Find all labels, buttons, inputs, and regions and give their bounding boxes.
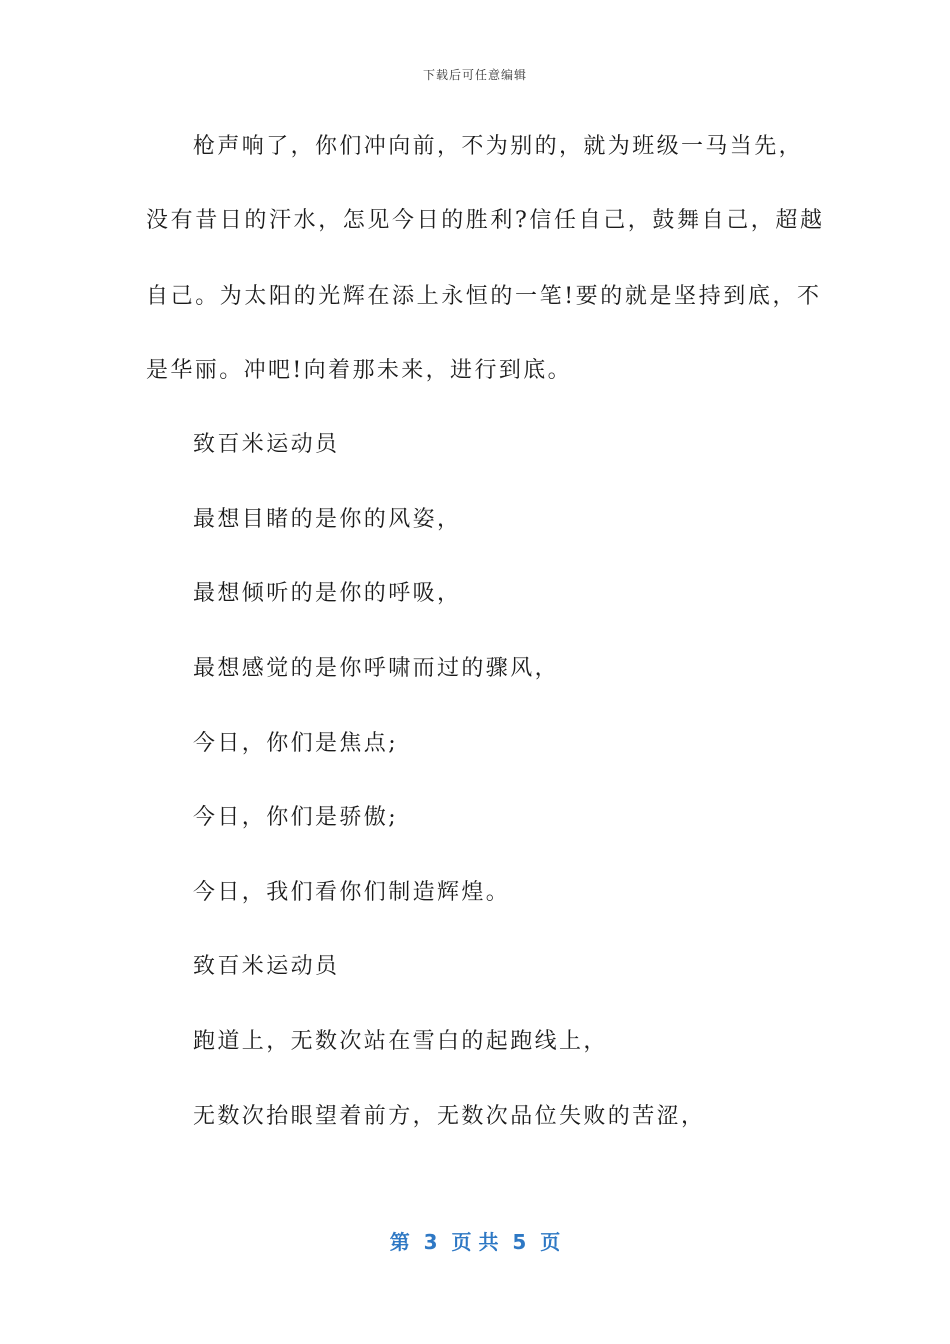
poem-line: 最想目睹的是你的风姿， [193, 507, 462, 532]
paragraph-line: 没有昔日的汗水，怎见今日的胜利?信任自己，鼓舞自己，超越 [146, 208, 825, 233]
poem-line: 今日，我们看你们制造辉煌。 [193, 880, 511, 905]
poem-line: 今日，你们是骄傲; [193, 805, 399, 830]
page-number-footer: 第 3 页 共 5 页 [389, 1230, 561, 1254]
poem-line: 跑道上，无数次站在雪白的起跑线上， [193, 1029, 608, 1054]
poem-line: 最想感觉的是你呼啸而过的骤风， [193, 656, 560, 681]
poem-line: 无数次抬眼望着前方，无数次品位失败的苦涩， [193, 1104, 706, 1129]
section-heading: 致百米运动员 [193, 432, 340, 457]
poem-line: 最想倾听的是你的呼吸， [193, 581, 462, 606]
poem-line: 今日，你们是焦点; [193, 731, 399, 756]
document-header-note: 下载后可任意编辑 [422, 68, 527, 82]
section-heading: 致百米运动员 [193, 954, 340, 979]
paragraph-line: 枪声响了，你们冲向前，不为别的，就为班级一马当先， [193, 134, 804, 159]
paragraph-line: 是华丽。冲吧!向着那未来，进行到底。 [146, 358, 573, 383]
paragraph-line: 自己。为太阳的光辉在添上永恒的一笔!要的就是坚持到底，不 [146, 284, 822, 309]
